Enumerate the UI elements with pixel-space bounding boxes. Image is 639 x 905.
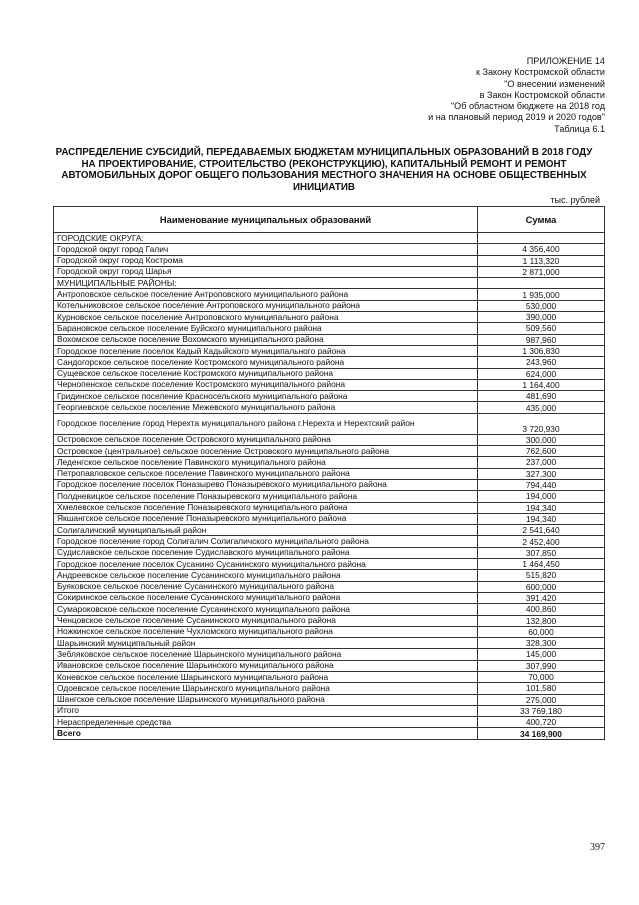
- municipality-name: Вохомское сельское поселение Вохомского муниципального района: [54, 334, 478, 345]
- sum-value: 1 113,320: [478, 255, 605, 266]
- municipality-name: Антроповское сельское поселение Антроповского муниципального района: [54, 289, 478, 300]
- table-row: [54, 446, 605, 457]
- table-row: [54, 312, 605, 323]
- table-row: [54, 626, 605, 637]
- sum-value: 307,850: [478, 547, 605, 558]
- table-row: [54, 468, 605, 479]
- document-title: РАСПРЕДЕЛЕНИЕ СУБСИДИЙ, ПЕРЕДАВАЕМЫХ БЮДЖЕТАМ МУНИЦИПАЛЬНЫХ ОБРАЗОВАНИЙ В 2018 ГОДУ НА ПРОЕКТИРОВАНИЕ, СТРОИТЕЛЬСТВО (РЕКОНСТРУКЦИЮ), КАПИТАЛЬНЫЙ РЕМОНТ И РЕМОНТ АВТОМОБИЛЬНЫХ ДОРОГ ОБЩЕГО ПОЛЬЗОВАНИЯ МЕСТНОГО ЗНАЧЕНИЯ НА ОСНОВЕ ОБЩЕСТВЕННЫХ ИНИЦИАТИВ: [55, 147, 593, 193]
- sum-value: 530,000: [478, 300, 605, 311]
- table-row: [54, 391, 605, 402]
- municipality-name: Петропавловское сельское поселение Павинского муниципального района: [54, 468, 478, 479]
- table-row: [54, 683, 605, 694]
- sum-value: 4 356,400: [478, 244, 605, 255]
- table-row: [54, 434, 605, 445]
- municipality-name: Леденгское сельское поселение Павинского муниципального района: [54, 457, 478, 468]
- municipality-name: Чернопенское сельское поселение Костромского муниципального района: [54, 379, 478, 390]
- table-row: [54, 266, 605, 277]
- municipality-name: Городской округ город Галич: [54, 244, 478, 255]
- table-row: [54, 547, 605, 558]
- sum-value: 391,420: [478, 592, 605, 603]
- municipality-name: Городское поселение город Солигалич Солигаличского муниципального района: [54, 536, 478, 547]
- table-row: [54, 479, 605, 490]
- table-row: [54, 357, 605, 368]
- sum-value: 1 306,830: [478, 345, 605, 356]
- sum-value: 762,600: [478, 446, 605, 457]
- sum-value: 300,000: [478, 434, 605, 445]
- sum-value: 243,960: [478, 357, 605, 368]
- municipality-name: Нераспределенные средства: [54, 717, 478, 728]
- table-row: [54, 502, 605, 513]
- municipality-name: Одоевское сельское поселение Шарьинского муниципального района: [54, 683, 478, 694]
- municipality-name: Гридинское сельское поселение Красносельского муниципального района: [54, 391, 478, 402]
- sum-value: 3 720,930: [478, 413, 605, 434]
- sum-value: 1 935,000: [478, 289, 605, 300]
- municipality-name: Городской округ город Кострома: [54, 255, 478, 266]
- sum-value: 2 541,640: [478, 525, 605, 536]
- municipality-name: Котельниковское сельское поселение Антроповского муниципального района: [54, 300, 478, 311]
- municipality-name: Судиславское сельское поселение Судиславского муниципального района: [54, 547, 478, 558]
- municipality-name: ГОРОДСКИЕ ОКРУГА:: [54, 233, 478, 244]
- sum-value: 794,440: [478, 479, 605, 490]
- table-row: [54, 694, 605, 705]
- table-row: [54, 323, 605, 334]
- municipality-name: Городское поселение поселок Сусанино Сусанинского муниципального района: [54, 559, 478, 570]
- table-row: [54, 300, 605, 311]
- municipality-name: Зебляковское сельское поселение Шарьинского муниципального района: [54, 649, 478, 660]
- sum-value: 237,000: [478, 457, 605, 468]
- table-row: [54, 457, 605, 468]
- sum-value: 1 164,400: [478, 379, 605, 390]
- appendix-line: ПРИЛОЖЕНИЕ 14: [526, 56, 605, 66]
- municipality-name: Георгиевское сельское поселение Межевского муниципального района: [54, 402, 478, 413]
- municipality-name: Всего: [54, 728, 478, 739]
- sum-value: 194,340: [478, 513, 605, 524]
- table-row: [54, 615, 605, 626]
- municipality-name: Хмелевское сельское поселение Поназыревского муниципального района: [54, 502, 478, 513]
- table-row: [54, 570, 605, 581]
- appendix-block: [305, 56, 605, 135]
- sum-value: 70,000: [478, 671, 605, 682]
- sum-value: 509,560: [478, 323, 605, 334]
- municipality-name: Городское поселение поселок Кадый Кадыйского муниципального района: [54, 345, 478, 356]
- table-row: [54, 491, 605, 502]
- municipality-name: Шарьинский муниципальный район: [54, 638, 478, 649]
- table-row: [54, 649, 605, 660]
- appendix-line: в Закон Костромской области: [479, 89, 605, 100]
- sum-value: 390,000: [478, 312, 605, 323]
- sum-value: 194,000: [478, 491, 605, 502]
- municipality-name: Ножкинское сельское поселение Чухломского муниципального района: [54, 626, 478, 637]
- sum-value: 400,860: [478, 604, 605, 615]
- table-row: [54, 728, 605, 739]
- sum-value: 275,000: [478, 694, 605, 705]
- table-row: [54, 233, 605, 244]
- table-body: [54, 233, 605, 740]
- municipality-name: Полдневицкое сельское поселение Поназыревского муниципального района: [54, 491, 478, 502]
- municipality-name: Шангское сельское поселение Шарьинского муниципального района: [54, 694, 478, 705]
- table-row: [54, 717, 605, 728]
- sum-value: 132,800: [478, 615, 605, 626]
- municipality-name: Андреевское сельское поселение Сусанинского муниципального района: [54, 570, 478, 581]
- table-row: [54, 345, 605, 356]
- table-row: [54, 660, 605, 671]
- table-row: [54, 289, 605, 300]
- table-row: [54, 278, 605, 289]
- sum-value: 327,300: [478, 468, 605, 479]
- municipality-name: Сумароковское сельское поселение Сусанинского муниципального района: [54, 604, 478, 615]
- municipality-name: Городское поселение поселок Поназырево Поназыревского муниципального района: [54, 479, 478, 490]
- table-row: [54, 638, 605, 649]
- municipality-name: Курновское сельское поселение Антроповского муниципального района: [54, 312, 478, 323]
- appendix-line: к Закону Костромской области: [475, 67, 605, 78]
- sum-value: 307,990: [478, 660, 605, 671]
- sum-value: 2 871,000: [478, 266, 605, 277]
- table-row: [54, 379, 605, 390]
- sum-value: 987,960: [478, 334, 605, 345]
- table-row: [54, 705, 605, 716]
- municipality-name: Ченцовское сельское поселение Сусанинского муниципального района: [54, 615, 478, 626]
- sum-value: 33 769,180: [478, 705, 605, 716]
- appendix-line: "Об областном бюджете на 2018 год: [450, 101, 605, 112]
- municipality-name: Городской округ город Шарья: [54, 266, 478, 277]
- sum-value: 101,580: [478, 683, 605, 694]
- municipality-name: Сандогорское сельское поселение Костромского муниципального района: [54, 357, 478, 368]
- municipality-name: Итого: [54, 705, 478, 716]
- table-row: [54, 671, 605, 682]
- sum-value: 400,720: [478, 717, 605, 728]
- header-name: Наименование муниципальных образований: [54, 207, 478, 233]
- table-row: [54, 368, 605, 379]
- municipality-name: МУНИЦИПАЛЬНЫЕ РАЙОНЫ:: [54, 278, 478, 289]
- municipality-name: Солигаличский муниципальный район: [54, 525, 478, 536]
- table-row: [54, 513, 605, 524]
- sum-value: 481,690: [478, 391, 605, 402]
- appendix-line: Таблица 6.1: [554, 123, 605, 134]
- municipality-name: Буяковское сельское поселение Сусанинского муниципального района: [54, 581, 478, 592]
- sum-value: [478, 233, 605, 244]
- table-row: [54, 244, 605, 255]
- sum-value: 624,000: [478, 368, 605, 379]
- table-header-row: [54, 207, 605, 233]
- table-row: [54, 413, 605, 434]
- municipality-name: Городское поселение город Нерехта муниципального района г.Нерехта и Нерехтский район: [54, 413, 478, 434]
- municipality-name: Ивановское сельское поселение Шарьинского муниципального района: [54, 660, 478, 671]
- table-row: [54, 604, 605, 615]
- sum-value: 60,000: [478, 626, 605, 637]
- sum-value: 194,340: [478, 502, 605, 513]
- sum-value: 600,000: [478, 581, 605, 592]
- table-row: [54, 334, 605, 345]
- sum-value: 145,000: [478, 649, 605, 660]
- table-row: [54, 402, 605, 413]
- municipality-name: Якшангское сельское поселение Поназыревского муниципального района: [54, 513, 478, 524]
- municipality-name: Сущевское сельское поселение Костромского муниципального района: [54, 368, 478, 379]
- table-row: [54, 581, 605, 592]
- subsidy-table: [53, 206, 605, 740]
- appendix-line: "О внесении изменений: [504, 78, 605, 89]
- table-row: [54, 592, 605, 603]
- sum-value: 1 464,450: [478, 559, 605, 570]
- page-number: 397: [590, 842, 605, 853]
- municipality-name: Барановское сельское поселение Буйского муниципального района: [54, 323, 478, 334]
- municipality-name: Островское (центральное) сельское поселение Островского муниципального района: [54, 446, 478, 457]
- table-row: [54, 255, 605, 266]
- table-row: [54, 525, 605, 536]
- sum-value: 34 169,900: [478, 728, 605, 739]
- municipality-name: Островское сельское поселение Островского муниципального района: [54, 434, 478, 445]
- table-row: [54, 559, 605, 570]
- municipality-name: Коневское сельское поселение Шарьинского муниципального района: [54, 671, 478, 682]
- unit-label: тыс. рублей: [550, 195, 600, 205]
- municipality-name: Сокиринское сельское поселение Сусанинского муниципального района: [54, 592, 478, 603]
- header-sum: Сумма: [478, 207, 605, 233]
- appendix-line: и на плановый период 2019 и 2020 годов": [428, 112, 605, 123]
- sum-value: 2 452,400: [478, 536, 605, 547]
- sum-value: 515,820: [478, 570, 605, 581]
- sum-value: 435,000: [478, 402, 605, 413]
- sum-value: [478, 278, 605, 289]
- table-row: [54, 536, 605, 547]
- sum-value: 328,300: [478, 638, 605, 649]
